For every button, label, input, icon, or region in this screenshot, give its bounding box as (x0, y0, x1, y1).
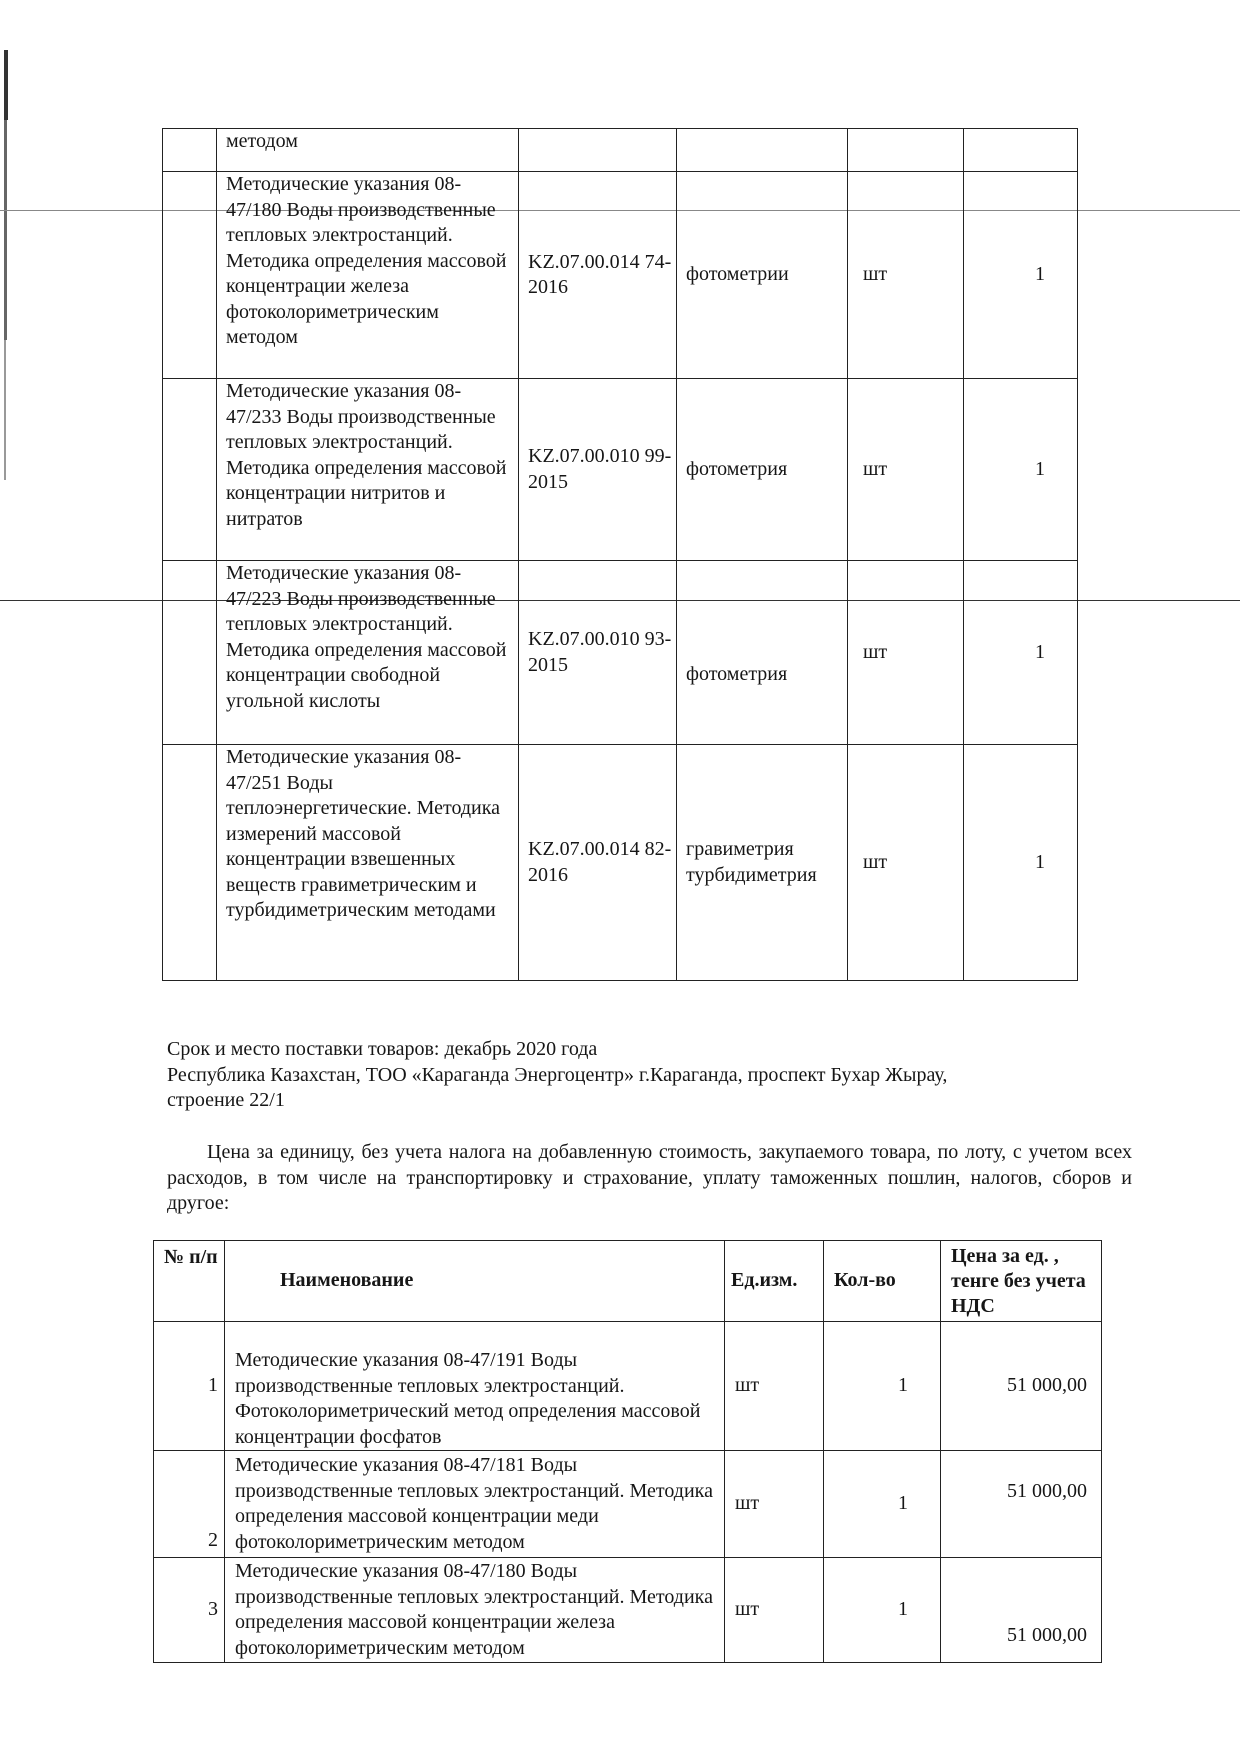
header-unit: Ед.изм. (725, 1241, 824, 1322)
row-number-cell (163, 561, 217, 745)
unit-cell: шт (725, 1558, 824, 1663)
row-number-cell (163, 172, 217, 379)
delivery-line: Срок и место поставки товаров: декабрь 2020 года (167, 1038, 598, 1060)
unit-cell: шт (725, 1451, 824, 1558)
header-name: Наименование (225, 1241, 725, 1322)
name-cell: Методические указания 08-47/251 Воды теплоэнергетические. Методика измерений массовой концентрации взвешенных веществ гравиметрическим и турбидиметрическим методами (217, 745, 519, 981)
unit-cell: шт (725, 1322, 824, 1451)
table-header-row (154, 1241, 1102, 1322)
qty-cell: 1 (824, 1322, 941, 1451)
row-index: 2 (154, 1451, 225, 1558)
method-cell (677, 129, 848, 172)
unit-cell: шт (848, 379, 964, 561)
row-index: 1 (154, 1322, 225, 1451)
scan-edge-mark (4, 120, 7, 340)
header-price: Цена за ед. , тенге без учета НДС (941, 1241, 1102, 1322)
table-row (154, 1558, 1102, 1663)
unit-cell: шт (848, 745, 964, 981)
code-cell: KZ.07.00.010 99-2015 (519, 379, 677, 561)
unit-cell: шт (848, 561, 964, 745)
price-cell: 51 000,00 (941, 1322, 1102, 1451)
price-note: Цена за единицу, без учета налога на добавленную стоимость, закупаемого товара, по лоту, с учетом всех расходов, в том числе на транспортировку и страхование, уплату таможенных пошлин, налогов, сборов и другое: (167, 1141, 1132, 1214)
method-cell: фотометрия (677, 561, 848, 745)
row-index: 3 (154, 1558, 225, 1663)
header-qty: Кол-во (824, 1241, 941, 1322)
methods-table (162, 128, 1078, 981)
qty-cell: 1 (964, 745, 1078, 981)
price-cell: 51 000,00 (941, 1451, 1102, 1558)
table-row (163, 172, 1078, 379)
method-cell: гравиметрия турбидиметрия (677, 745, 848, 981)
price-table (153, 1240, 1102, 1663)
qty-cell: 1 (824, 1558, 941, 1663)
delivery-line: Республика Казахстан, ТОО «Караганда Энергоцентр» г.Караганда, проспект Бухар Жырау, (167, 1063, 948, 1086)
row-number-cell (163, 129, 217, 172)
name-cell: Методические указания 08-47/233 Воды производственные тепловых электростанций. Методика определения массовой концентрации нитритов и нитратов (217, 379, 519, 561)
header-number: № п/п (154, 1241, 225, 1322)
table-row (154, 1322, 1102, 1451)
name-cell: Методические указания 08-47/180 Воды производственные тепловых электростанций. Методика определения массовой концентрации железа фотоколориметрическим методом (225, 1558, 725, 1663)
delivery-terms (167, 1037, 1087, 1114)
scan-edge-mark (4, 340, 6, 480)
code-cell (519, 129, 677, 172)
name-cell: методом (217, 129, 519, 172)
table-row (163, 561, 1078, 745)
name-cell: Методические указания 08-47/181 Воды производственные тепловых электростанций. Методика определения массовой концентрации меди фотоколориметрическим методом (225, 1451, 725, 1558)
row-number-cell (163, 745, 217, 981)
table-row (163, 129, 1078, 172)
method-cell: фотометрии (677, 172, 848, 379)
name-cell: Методические указания 08-47/191 Воды производственные тепловых электростанций. Фотоколориметрический метод определения массовой концентрации фосфатов (225, 1322, 725, 1451)
code-cell: KZ.07.00.010 93-2015 (519, 561, 677, 745)
scan-edge-mark (4, 50, 8, 120)
table-row (154, 1451, 1102, 1558)
delivery-line: строение 22/1 (167, 1089, 285, 1111)
qty-cell: 1 (964, 172, 1078, 379)
table-row (163, 745, 1078, 981)
code-cell: KZ.07.00.014 74-2016 (519, 172, 677, 379)
name-cell: Методические указания 08-47/180 Воды производственные тепловых электростанций. Методика определения массовой концентрации железа фотоколориметрическим методом (217, 172, 519, 379)
name-cell: Методические указания 08-47/223 Воды производственные тепловых электростанций. Методика определения массовой концентрации свободной угольной кислоты (217, 561, 519, 745)
unit-cell: шт (848, 172, 964, 379)
qty-cell: 1 (824, 1451, 941, 1558)
row-number-cell (163, 379, 217, 561)
qty-cell: 1 (964, 561, 1078, 745)
qty-cell: 1 (964, 379, 1078, 561)
price-cell: 51 000,00 (941, 1558, 1102, 1663)
qty-cell (964, 129, 1078, 172)
unit-cell (848, 129, 964, 172)
table-row (163, 379, 1078, 561)
method-cell: фотометрия (677, 379, 848, 561)
code-cell: KZ.07.00.014 82-2016 (519, 745, 677, 981)
